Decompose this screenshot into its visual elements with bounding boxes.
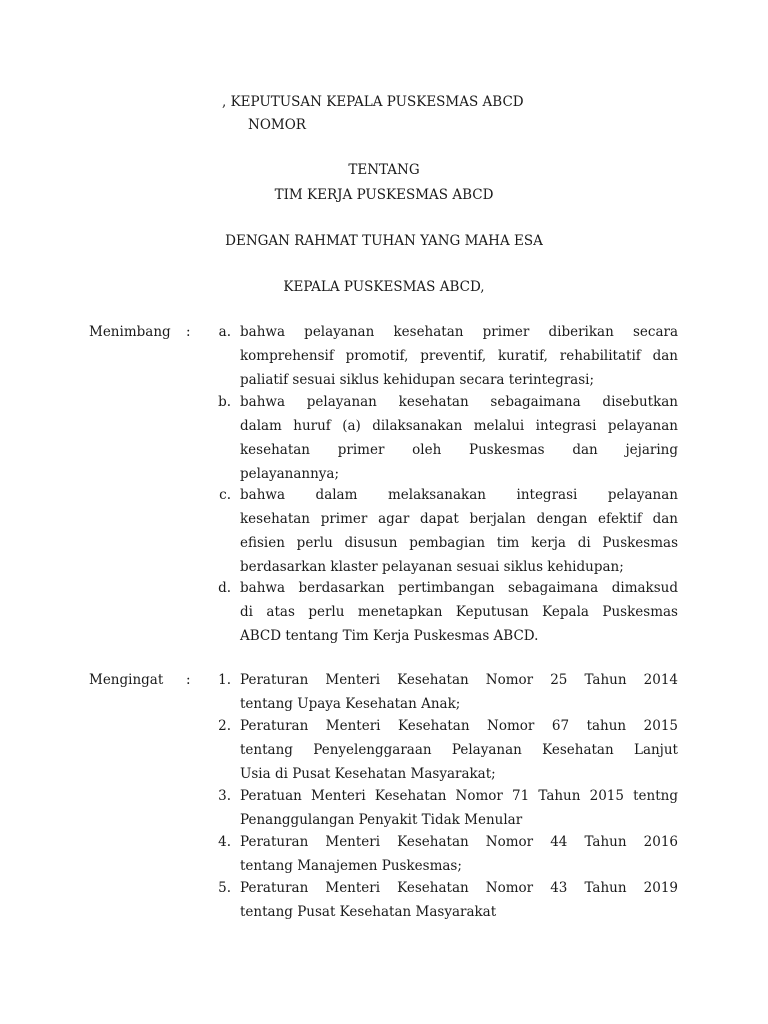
menimbang-marker-a: a.	[218, 324, 231, 340]
mengingat-item-2	[240, 718, 678, 790]
menimbang-marker-d: d.	[218, 580, 231, 596]
decree-subject: TIM KERJA PUSKESMAS ABCD	[274, 187, 494, 203]
text-line: tentang Upaya Kesehatan Anak;	[240, 696, 461, 712]
tentang-label: TENTANG	[348, 162, 420, 178]
mengingat-item-1	[240, 672, 678, 720]
menimbang-label: Menimbang	[89, 324, 171, 340]
text-line: kesehatan primer agar dapat berjalan dengan efektif dan	[240, 511, 678, 527]
text-line: Peraturan Menteri Kesehatan Nomor 43 Tahun 2019	[240, 880, 678, 896]
menimbang-colon: :	[186, 324, 191, 340]
menimbang-marker-b: b.	[218, 394, 231, 410]
text-line: komprehensif promotif, preventif, kuratif, rehabilitatif dan	[240, 348, 678, 364]
mengingat-marker-1: 1.	[218, 672, 231, 688]
text-line: bahwa pelayanan kesehatan primer diberikan secara	[240, 324, 678, 340]
menimbang-item-a	[240, 324, 678, 396]
decree-title: , KEPUTUSAN KEPALA PUSKESMAS ABCD	[222, 94, 524, 110]
text-line: Peraturan Menteri Kesehatan Nomor 67 tahun 2015	[240, 718, 678, 734]
text-line: bahwa pelayanan kesehatan sebagaimana disebutkan	[240, 394, 678, 410]
mengingat-marker-5: 5.	[218, 880, 231, 896]
text-line: kesehatan primer oleh Puskesmas dan jejaring	[240, 442, 678, 458]
text-line: bahwa berdasarkan pertimbangan sebagaimana dimaksud	[240, 580, 678, 596]
mengingat-item-3	[240, 788, 678, 836]
text-line: Peraturan Menteri Kesehatan Nomor 44 Tahun 2016	[240, 834, 678, 850]
mengingat-item-4	[240, 834, 678, 882]
text-line: ABCD tentang Tim Kerja Puskesmas ABCD.	[240, 628, 539, 644]
text-line: pelayanannya;	[240, 466, 340, 482]
mengingat-label: Mengingat	[89, 672, 164, 688]
mengingat-item-5	[240, 880, 678, 928]
text-line: tentang Manajemen Puskesmas;	[240, 858, 462, 874]
text-line: bahwa dalam melaksanakan integrasi pelayanan	[240, 487, 678, 503]
mengingat-colon: :	[186, 672, 191, 688]
mengingat-marker-4: 4.	[218, 834, 231, 850]
invocation: DENGAN RAHMAT TUHAN YANG MAHA ESA	[225, 233, 543, 249]
menimbang-marker-c: c.	[219, 487, 231, 503]
text-line: tentang Penyelenggaraan Pelayanan Kesehatan Lanjut	[240, 742, 678, 758]
issuing-authority: KEPALA PUSKESMAS ABCD,	[283, 279, 485, 295]
mengingat-marker-3: 3.	[218, 788, 231, 804]
menimbang-item-c	[240, 487, 678, 583]
text-line: Peratuan Menteri Kesehatan Nomor 71 Tahun 2015 tentng	[240, 788, 678, 804]
text-line: tentang Pusat Kesehatan Masyarakat	[240, 904, 497, 920]
mengingat-marker-2: 2.	[218, 718, 231, 734]
text-line: paliatif sesuai siklus kehidupan secara terintegrasi;	[240, 372, 595, 388]
text-line: berdasarkan klaster pelayanan sesuai siklus kehidupan;	[240, 559, 624, 575]
menimbang-item-b	[240, 394, 678, 490]
text-line: di atas perlu menetapkan Keputusan Kepala Puskesmas	[240, 604, 678, 620]
text-line: Penanggulangan Penyakit Tidak Menular	[240, 812, 523, 828]
text-line: efisien perlu disusun pembagian tim kerja di Puskesmas	[240, 535, 678, 551]
decree-number-label: NOMOR	[248, 117, 306, 133]
menimbang-item-d	[240, 580, 678, 652]
text-line: Peraturan Menteri Kesehatan Nomor 25 Tahun 2014	[240, 672, 678, 688]
text-line: Usia di Pusat Kesehatan Masyarakat;	[240, 766, 496, 782]
text-line: dalam huruf (a) dilaksanakan melalui integrasi pelayanan	[240, 418, 678, 434]
